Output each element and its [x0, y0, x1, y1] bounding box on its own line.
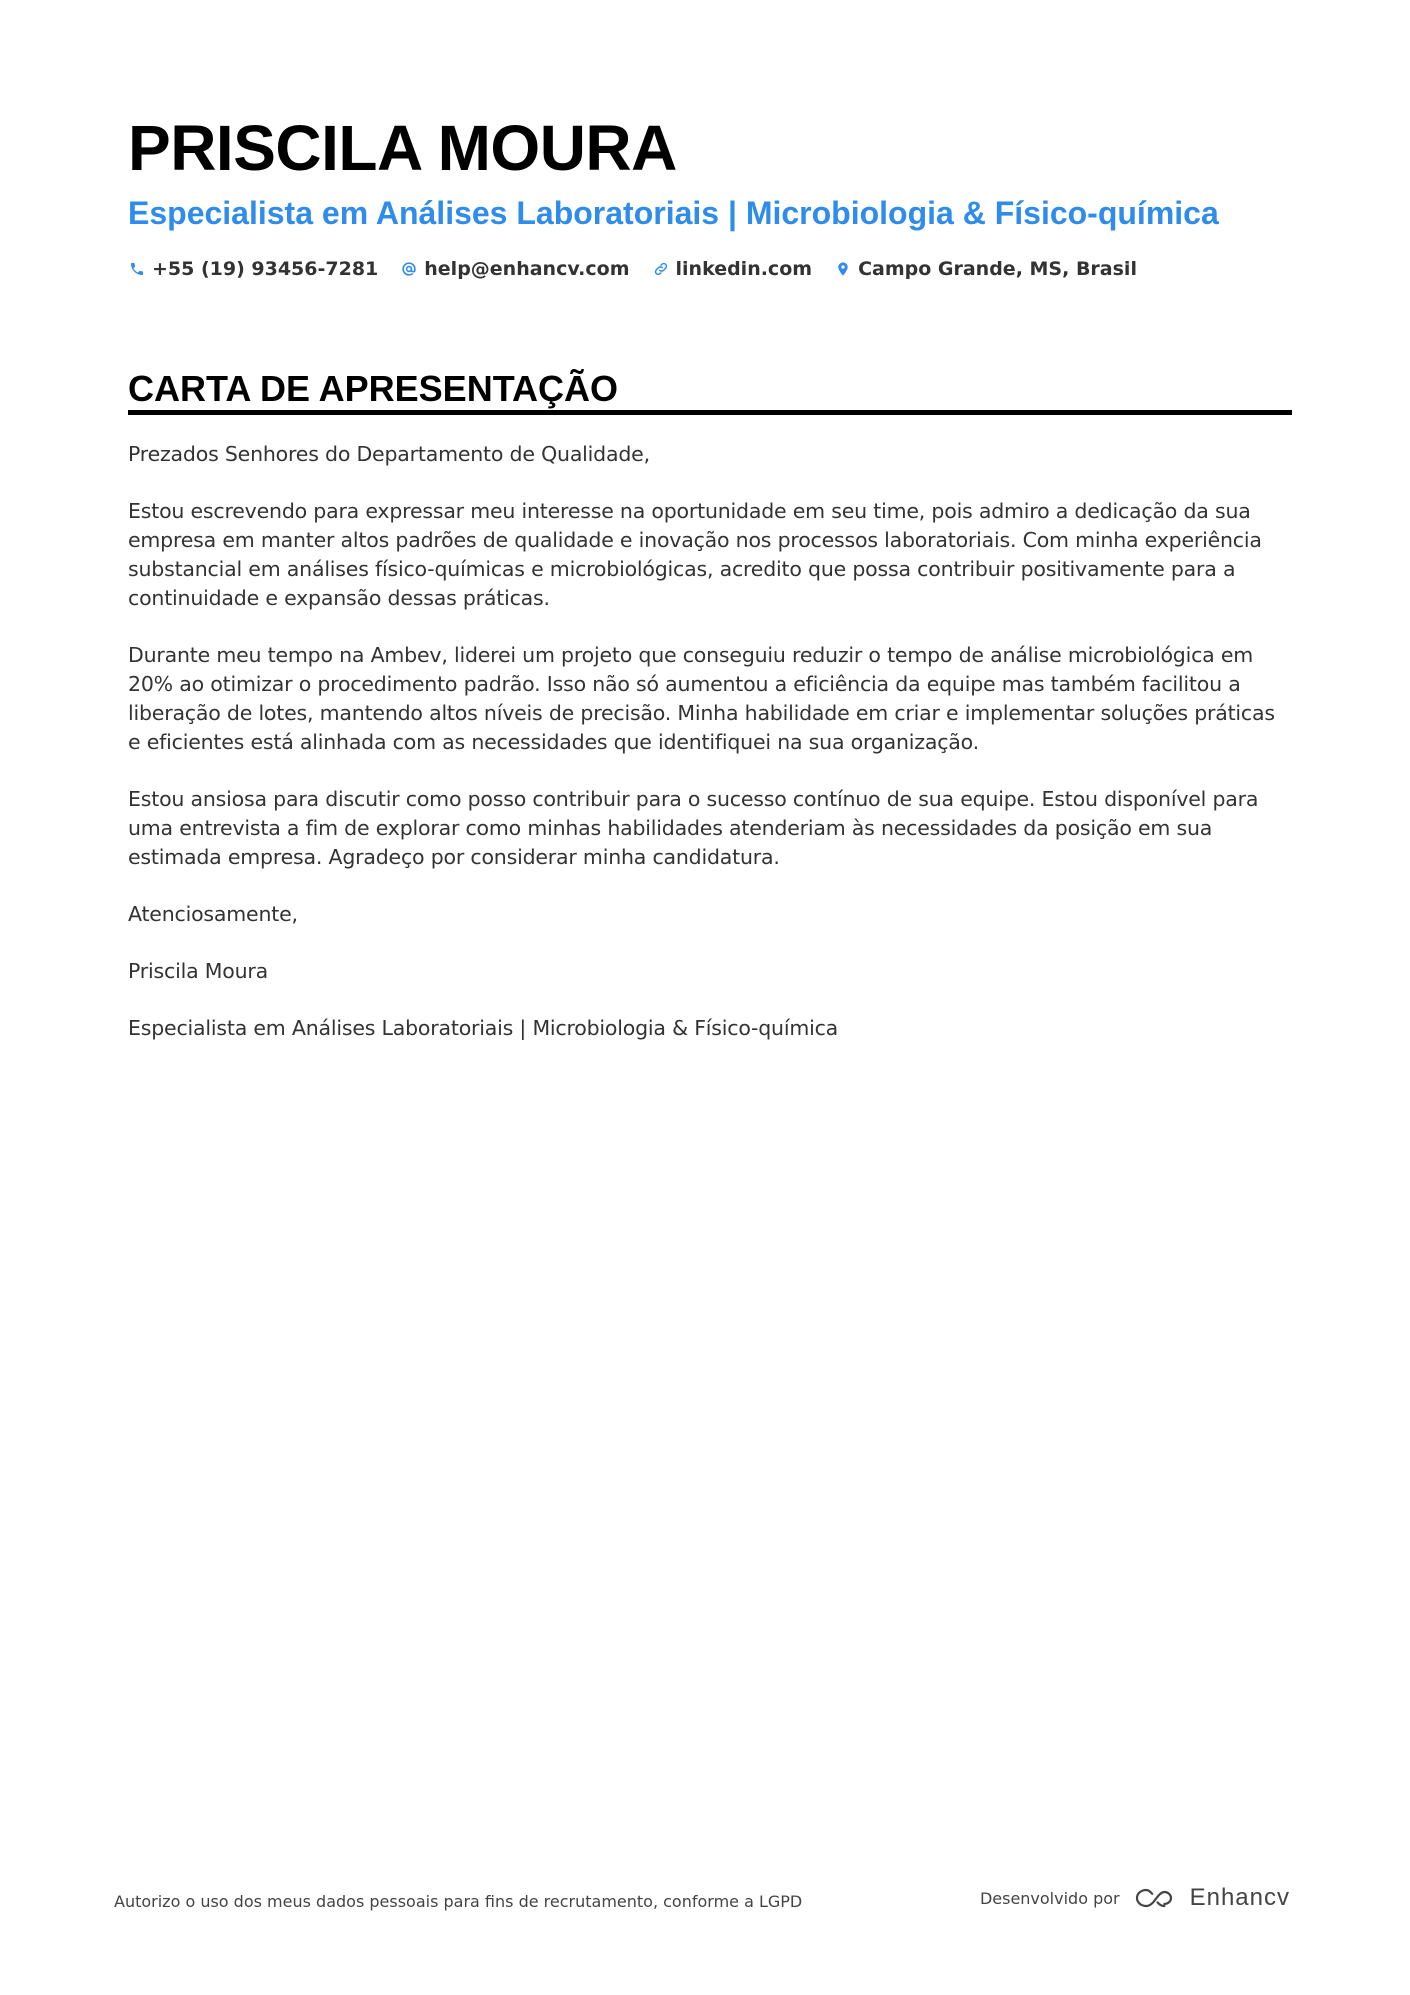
- footer-brand-name: Enhancv: [1189, 1884, 1290, 1911]
- candidate-name: PRISCILA MOURA: [128, 112, 677, 184]
- contact-location: [834, 258, 1137, 280]
- letter-body: [128, 440, 1292, 1071]
- contact-email-text: help@enhancv.com: [424, 258, 630, 280]
- candidate-headline: Especialista em Análises Laboratoriais | Microbiologia & Físico-química: [128, 195, 1219, 231]
- location-pin-icon: [834, 260, 852, 278]
- contact-linkedin-text: linkedin.com: [675, 258, 813, 280]
- signature-name: Priscila Moura: [128, 959, 268, 983]
- contact-email[interactable]: [400, 258, 629, 280]
- contact-phone: [128, 258, 378, 280]
- contact-location-text: Campo Grande, MS, Brasil: [858, 258, 1137, 280]
- contact-linkedin[interactable]: [652, 258, 813, 280]
- footer-consent: Autorizo o uso dos meus dados pessoais para fins de recrutamento, conforme a LGPD: [114, 1892, 803, 1911]
- signature-title: Especialista em Análises Laboratoriais | Microbiologia & Físico-química: [128, 1016, 839, 1040]
- letter-paragraph: Durante meu tempo na Ambev, liderei um projeto que conseguiu reduzir o tempo de análise microbiológica em 20% ao otimizar o procedimento padrão. Isso não só aumentou a eficiência da equipe mas também facilitou a liberação de lotes, mantendo altos níveis de precisão. Minha habilidade em criar e implementar soluções práticas e eficientes está alinhada com as necessidades que identifiquei na sua organização.: [128, 643, 1275, 754]
- section-title: CARTA DE APRESENTAÇÃO: [128, 368, 619, 409]
- footer-powered-by: Desenvolvido por: [979, 1888, 1120, 1908]
- letter-paragraph: Estou ansiosa para discutir como posso contribuir para o sucesso contínuo de sua equipe. Estou disponível para uma entrevista a fim de explorar como minhas habilidades atenderiam às necessidades da posição em sua estimada empresa. Agradeço por considerar minha candidatura.: [128, 787, 1259, 869]
- letter-paragraph: Estou escrevendo para expressar meu interesse na oportunidade em seu time, pois admiro a dedicação da sua empresa em manter altos padrões de qualidade e inovação nos processos laboratoriais. Com minha experiência substancial em análises físico-químicas e microbiológicas, acredito que possa contribuir positivamente para a continuidade e expansão dessas práticas.: [128, 499, 1262, 610]
- letter-closing: Atenciosamente,: [128, 902, 298, 926]
- phone-icon: [128, 260, 146, 278]
- section-divider: [128, 410, 1292, 415]
- contact-bar: [128, 256, 1292, 282]
- header: [128, 108, 1292, 282]
- link-icon: [652, 260, 670, 278]
- enhancv-logo-icon: [1132, 1885, 1178, 1911]
- contact-phone-text: +55 (19) 93456-7281: [152, 258, 379, 280]
- at-icon: [400, 260, 418, 278]
- footer-brand[interactable]: [980, 1884, 1290, 1912]
- letter-greeting: Prezados Senhores do Departamento de Qualidade,: [128, 442, 650, 466]
